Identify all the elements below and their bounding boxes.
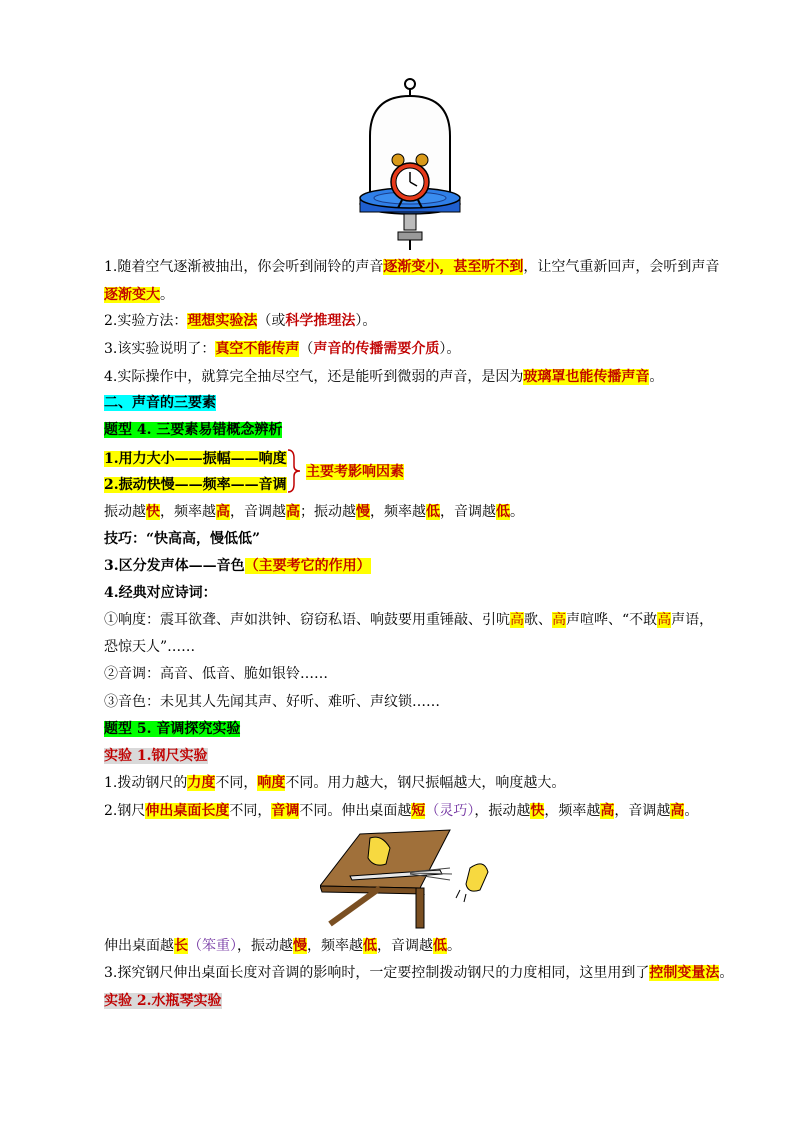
text-line: 恐惊天人”……: [104, 639, 196, 655]
text-line: 3.区分发声体——音色（主要考它的作用）: [104, 558, 371, 574]
experiment-heading: 实验 2.水瓶琴实验: [104, 993, 222, 1009]
text-line: ②音调：高音、低音、脆如银铃……: [104, 666, 328, 682]
ruler-experiment-figure: [320, 828, 490, 930]
text-line: 4.经典对应诗词：: [104, 585, 217, 601]
factor-line: 1.用力大小——振幅——响度: [104, 451, 287, 467]
text-line: 1.随着空气逐渐被抽出，你会听到闹铃的声音逐渐变小，甚至听不到，让空气重新回声，会听到声音: [104, 259, 720, 275]
text-line: 3.该实验说明了：真空不能传声（声音的传播需要介质）。: [104, 341, 461, 357]
text-line: 4.实际操作中，就算完全抽尽空气，还是能听到微弱的声音，是因为玻璃罩也能传播声音。: [104, 369, 664, 385]
brace-note: 主要考影响因素: [306, 464, 404, 480]
factor-line: 2.振动快慢——频率——音调: [104, 477, 287, 493]
text-line: 伸出桌面越长（笨重），振动越慢，频率越低，音调越低。: [104, 938, 461, 954]
text-line: 1.拨动钢尺的力度不同，响度不同。用力越大，钢尺振幅越大，响度越大。: [104, 775, 566, 791]
brace-icon: [286, 448, 302, 494]
text-line: 逐渐变大。: [104, 287, 174, 303]
section-heading: 二、声音的三要素: [104, 395, 216, 411]
text-line: 3.探究钢尺伸出桌面长度对音调的影响时，一定要控制拨动钢尺的力度相同，这里用到了控制变量法。: [104, 965, 734, 981]
bell-jar-figure: [358, 76, 468, 252]
tip-line: 技巧：“快高高，慢低低”: [104, 531, 261, 547]
text-line: ①响度：震耳欲聋、声如洪钟、窃窃私语、响鼓要用重锤敲、引吭高歌、高声喧哗、“不敢高声语，: [104, 612, 714, 628]
question-type-heading: 题型 5. 音调探究实验: [104, 721, 241, 737]
question-type-heading: 题型 4. 三要素易错概念辨析: [104, 422, 283, 438]
text-line: 振动越快，频率越高，音调越高；振动越慢，频率越低，音调越低。: [104, 504, 524, 520]
text-line: 2.实验方法：理想实验法（或科学推理法）。: [104, 313, 377, 329]
text-line: ③音色：未见其人先闻其声、好听、难听、声纹锁……: [104, 694, 440, 710]
experiment-heading: 实验 1.钢尺实验: [104, 748, 208, 764]
text-line: 2.钢尺伸出桌面长度不同，音调不同。伸出桌面越短（灵巧），振动越快，频率越高，音调越高。: [104, 803, 699, 819]
